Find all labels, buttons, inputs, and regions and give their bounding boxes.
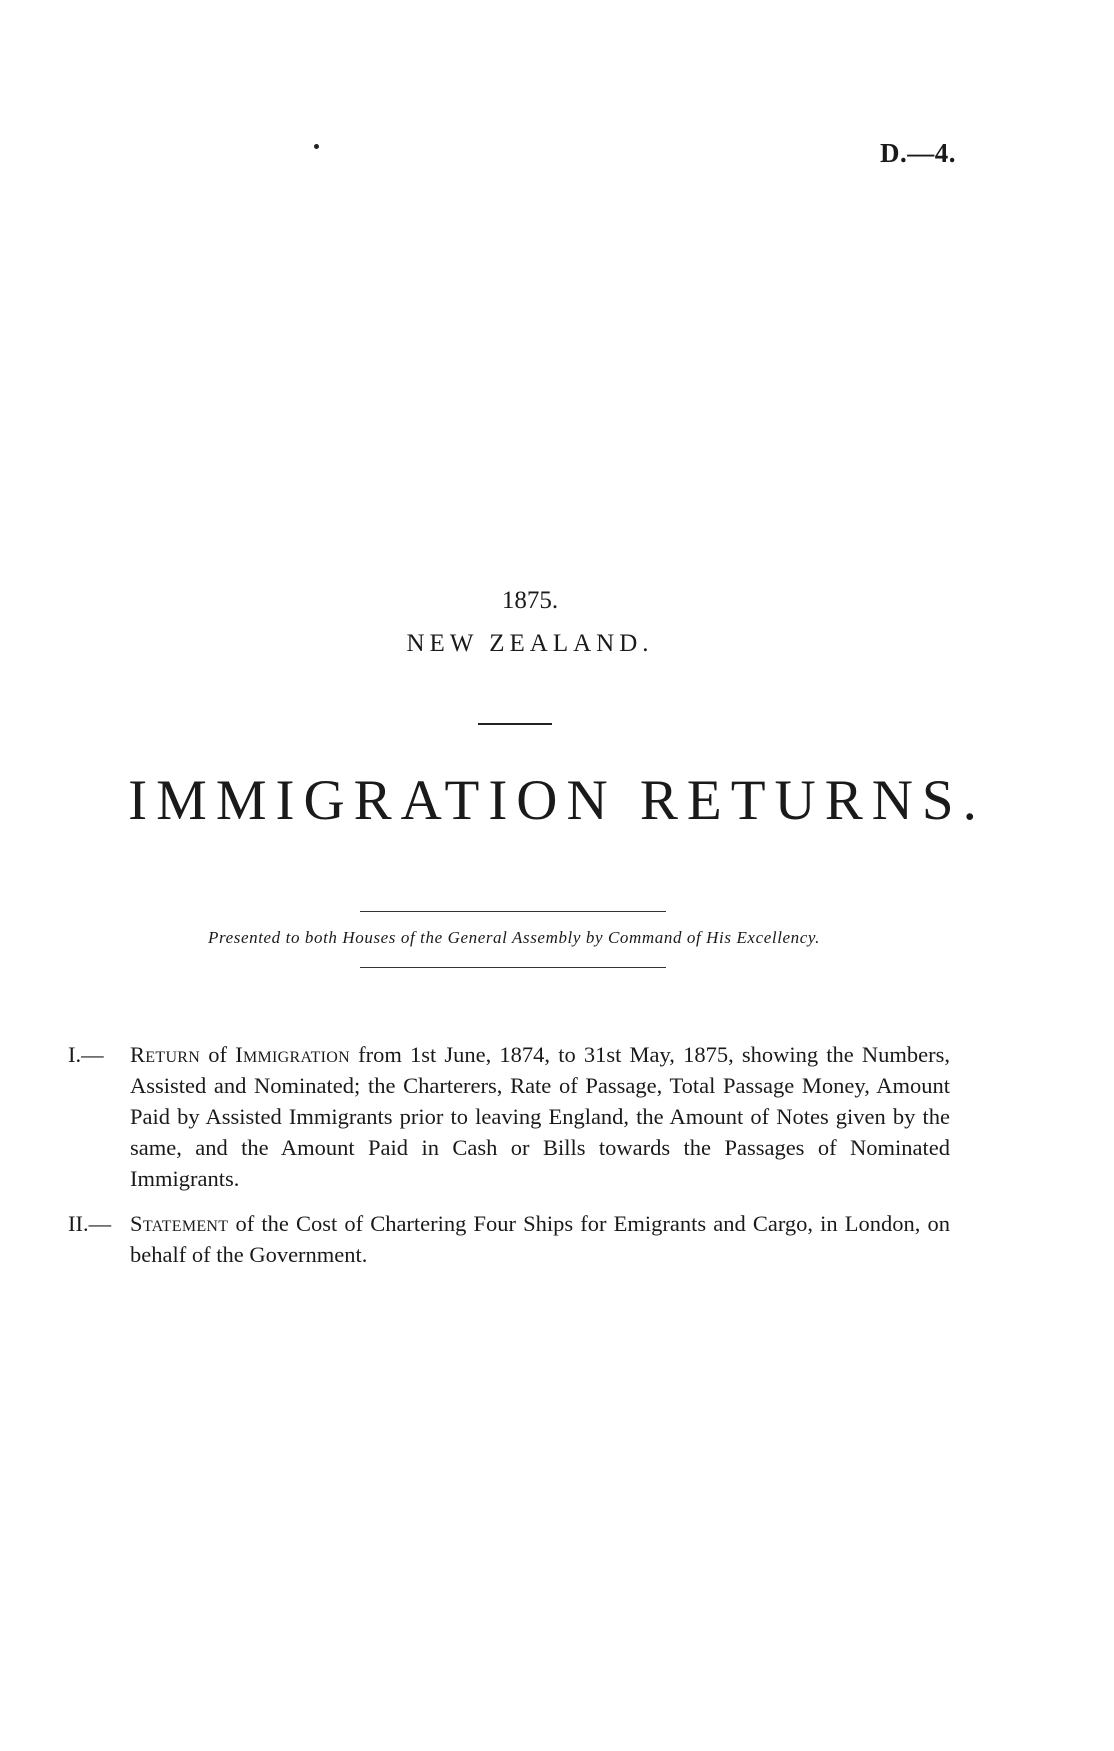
item-caps-word: Immigration <box>235 1042 350 1067</box>
document-reference: D.—4. <box>880 138 956 168</box>
contents-item-1 <box>68 1039 950 1194</box>
item-lead-word: Statement <box>130 1211 229 1236</box>
item-number: II.— <box>68 1211 112 1236</box>
item-number: I.— <box>68 1042 104 1067</box>
document-country: NEW ZEALAND. <box>406 630 654 657</box>
presented-rule-top <box>360 911 666 912</box>
document-title: IMMIGRATION RETURNS. <box>128 769 986 832</box>
document-year: 1875. <box>501 587 559 614</box>
contents-item-2 <box>68 1208 950 1270</box>
presented-line: Presented to both Houses of the General Assembly by Command of His Excellency. <box>208 928 820 947</box>
item-text: of the Cost of Chartering Four Ships for Emigrants and Cargo, in London, on behalf of the Government. <box>130 1211 950 1267</box>
presented-rule-bottom <box>360 967 666 968</box>
title-rule <box>478 723 552 725</box>
item-lead-word: Return <box>130 1042 201 1067</box>
item-text: of <box>200 1042 236 1067</box>
print-speck <box>314 144 319 149</box>
item-text: from 1st June, 1874, to 31st May, 1875, showing the Numbers, Assisted and Nominated; the Charterers, Rate of Passage, Total Passage Money, Amount Paid by Assisted Immigrants prior to leaving England, the Amount of Notes given by the same, and the Amount Paid in Cash or Bills towards the Passages of Nominated Immigrants. <box>130 1042 950 1191</box>
